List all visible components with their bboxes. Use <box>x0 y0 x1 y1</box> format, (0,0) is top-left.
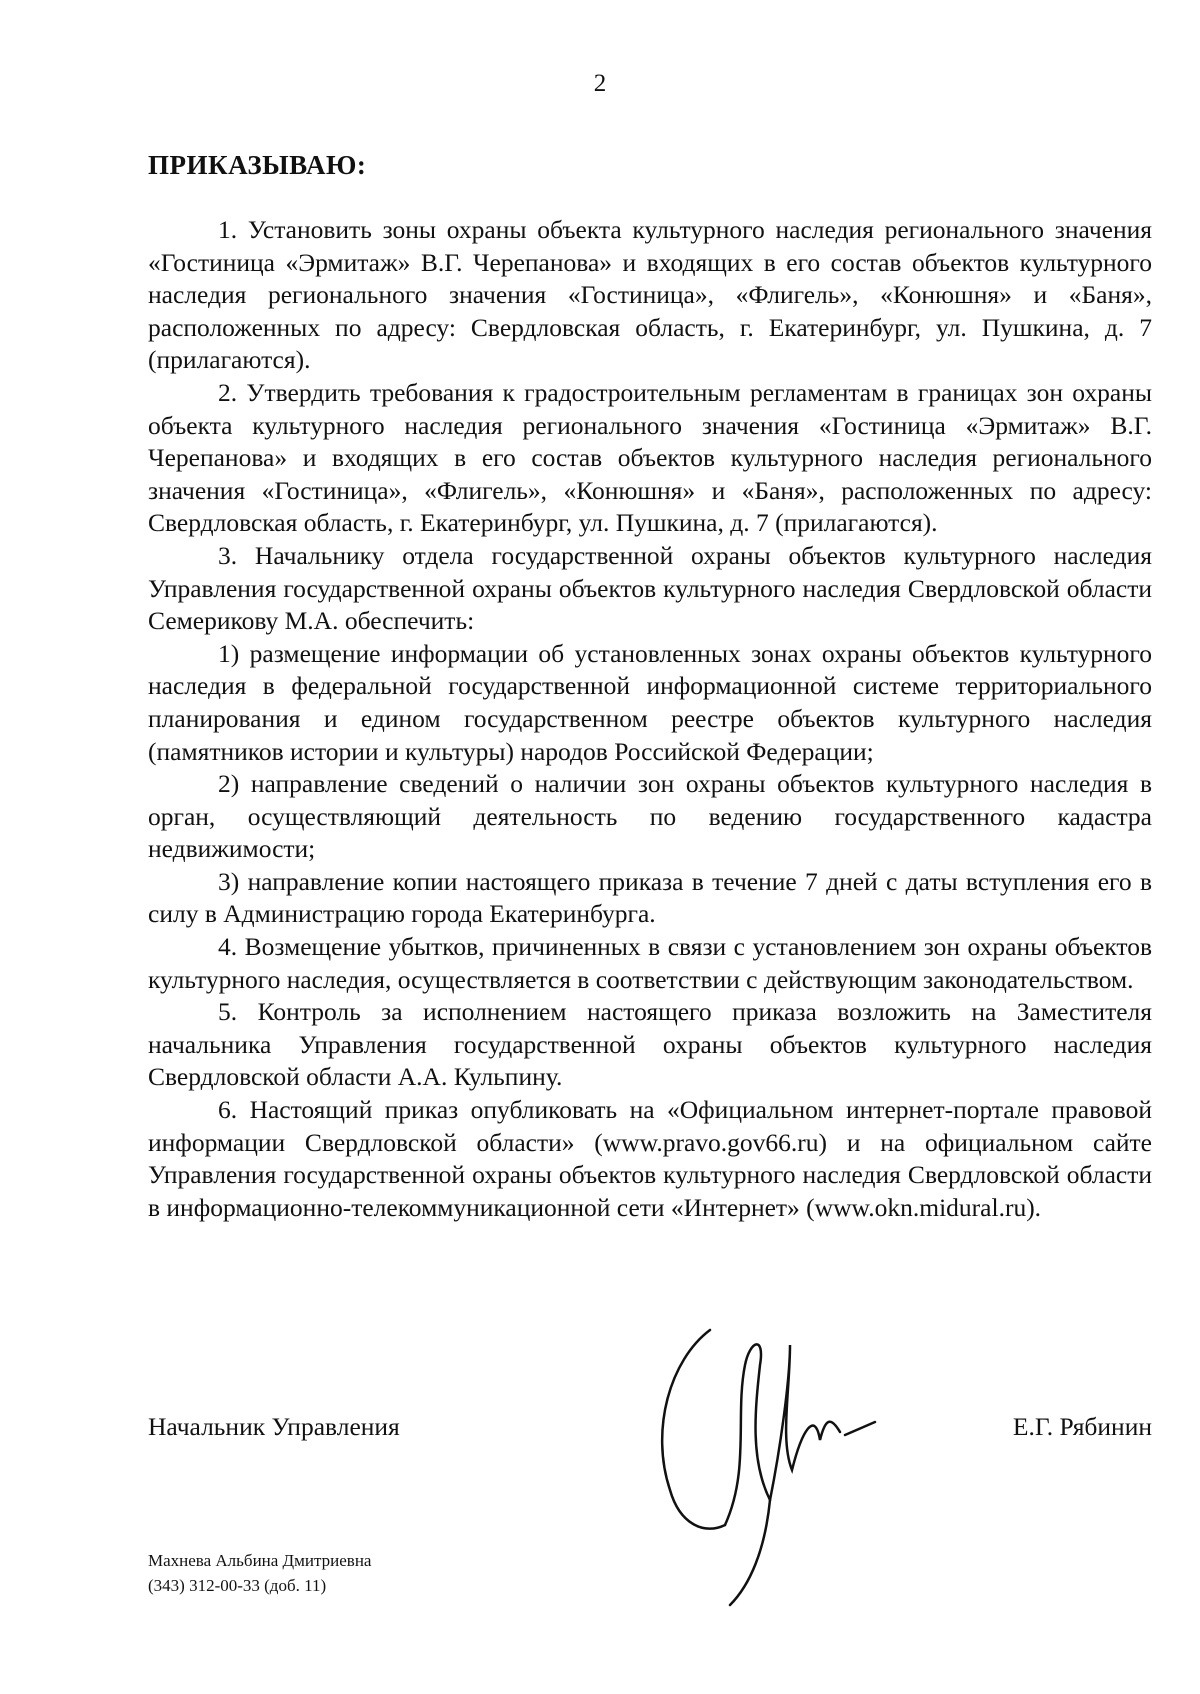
order-item-3: 3. Начальнику отдела государственной охраны объектов культурного наследия Управления государственной охраны объектов культурного наследия Свердловской области Семерикову М.А. обеспечить: <box>148 540 1152 636</box>
order-item-6: 6. Настоящий приказ опубликовать на «Официальном интернет-портале правовой информации Свердловской области» (www.pravo.gov66.ru) и на официальном сайте Управления государственной охраны объектов культурного наследия Свердловской области в информационно-телекоммуникационной сети «Интернет» (www.okn.midural.ru). <box>148 1095 1152 1222</box>
handwritten-signature <box>650 1320 890 1620</box>
order-subitem-3: 3) направление копии настоящего приказа в течение 7 дней с даты вступления его в силу в Администрацию города Екатеринбурга. <box>148 866 1152 929</box>
order-item-5: 5. Контроль за исполнением настоящего приказа возложить на Заместителя начальника Управления государственной охраны объектов культурного наследия Свердловской области А.А. Кульпину. <box>148 997 1152 1092</box>
order-subitem-2: 2) направление сведений о наличии зон охраны объектов культурного наследия в орган, осуществляющий деятельность по ведению государственного кадастра недвижимости; <box>148 769 1152 864</box>
signatory-name: Е.Г. Рябинин <box>1012 1412 1152 1441</box>
signatory-title: Начальник Управления <box>148 1412 400 1441</box>
order-subitem-1: 1) размещение информации об установленных зонах охраны объектов культурного наследия в федеральной государственной информационной системе территориального планирования и едином государственном реестре объектов культурного наследия (памятников истории и культуры) народов Российской Федерации; <box>148 638 1152 766</box>
order-item-4: 4. Возмещение убытков, причиненных в связи с установлением зон охраны объектов культурного наследия, осуществляется в соответствии с действующим законодательством. <box>148 932 1152 994</box>
order-body <box>148 214 1152 1224</box>
page-number: 2 <box>593 70 607 97</box>
order-heading: ПРИКАЗЫВАЮ: <box>148 150 367 180</box>
order-item-1: 1. Установить зоны охраны объекта культурного наследия регионального значения «Гостиница «Эрмитаж» В.Г. Черепанова» и входящих в его состав объектов культурного наследия регионального значения «Гостиница», «Флигель», «Конюшня» и «Баня», расположенных по адресу: Свердловская область, г. Екатеринбург, ул. Пушкина, д. 7 (прилагаются). <box>148 215 1152 375</box>
order-item-2: 2. Утвердить требования к градостроительным регламентам в границах зон охраны объекта культурного наследия регионального значения «Гостиница «Эрмитаж» В.Г. Черепанова» и входящих в его состав объектов культурного наследия регионального значения «Гостиница», «Флигель», «Конюшня» и «Баня», расположенных по адресу: Свердловская область, г. Екатеринбург, ул. Пушкина, д. 7 (прилагаются). <box>148 377 1152 538</box>
executor-info <box>148 1548 371 1598</box>
executor-phone: (343) 312-00-33 (доб. 11) <box>148 1576 327 1595</box>
executor-name: Махнева Альбина Дмитриевна <box>148 1551 372 1570</box>
